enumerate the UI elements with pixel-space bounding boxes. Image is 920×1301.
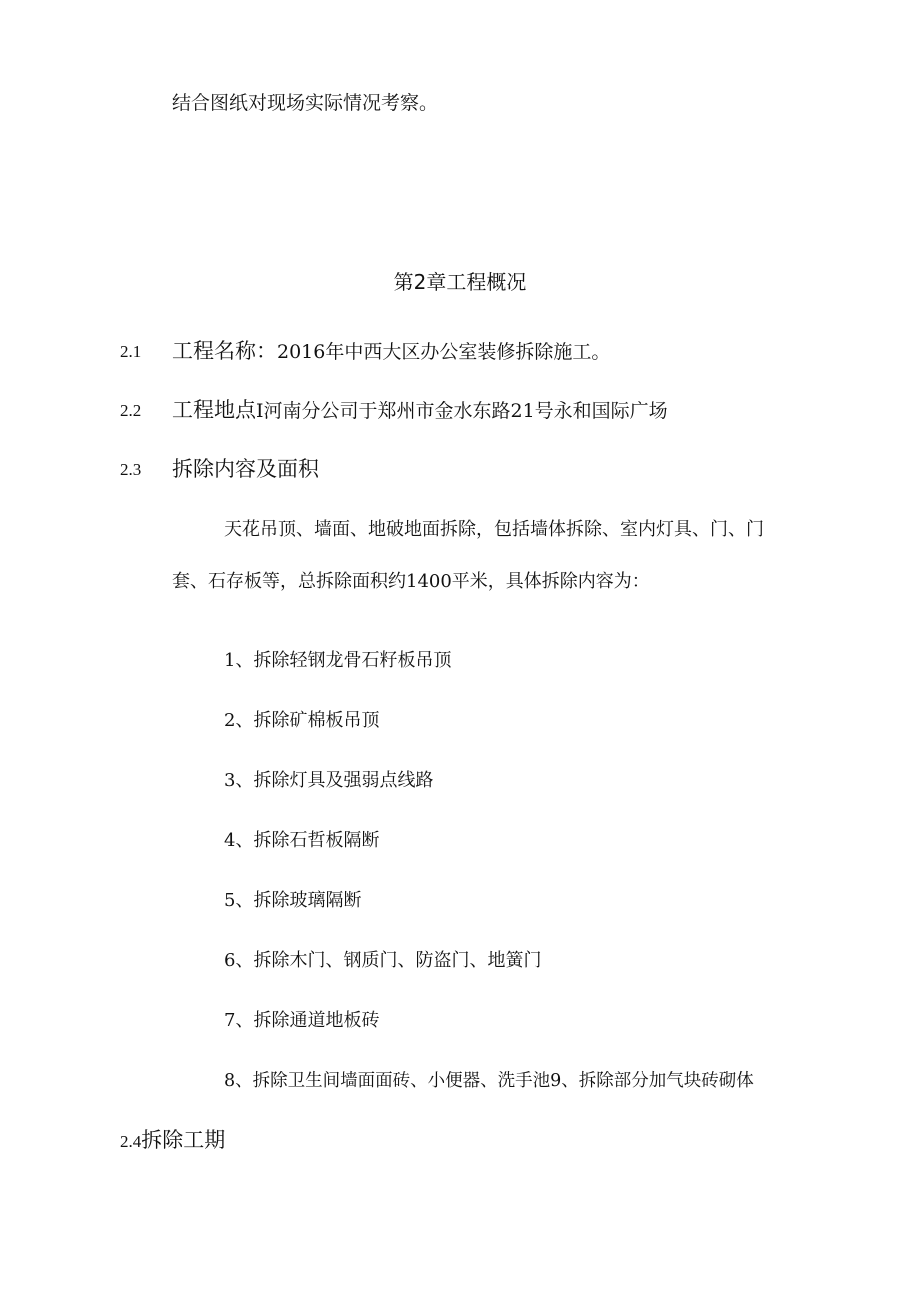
section-number: 2.4 [120, 1132, 142, 1151]
section-2-3 [172, 457, 319, 482]
list-item: 5、拆除玻璃隔断 [224, 890, 362, 911]
section-2-4 [120, 1128, 225, 1154]
section-2-2 [172, 398, 668, 423]
chapter-title: 第2章工程概况 [393, 270, 527, 294]
section-label: 拆除内容及面积 [172, 457, 319, 481]
section-2-1 [172, 339, 610, 364]
section-label: 工程地点 [172, 398, 256, 422]
section-number: 2.3 [120, 460, 142, 479]
section-value: 2016年中西大区办公室装修拆除施工。 [277, 341, 611, 363]
list-item: 7、拆除通道地板砖 [224, 1010, 380, 1031]
paragraph-line-1: 天花吊顶、墙面、地破地面拆除，包括墙体拆除、室内灯具、门、门 [224, 519, 764, 540]
section-label: 工程名称： [172, 339, 277, 363]
section-number: 2.1 [120, 342, 142, 361]
list-item: 3、拆除灯具及强弱点线路 [224, 770, 434, 791]
list-item: 4、拆除石哲板隔断 [224, 830, 380, 851]
list-item: 8、拆除卫生间墙面面砖、小便器、洗手池9、拆除部分加气块砖砌体 [224, 1071, 754, 1091]
section-value: I河南分公司于郑州市金水东路21号永和国际广场 [256, 400, 668, 422]
paragraph-line-2: 套、石存板等，总拆除面积约1400平米，具体拆除内容为： [172, 571, 650, 592]
section-label: 拆除工期 [141, 1128, 226, 1152]
list-item: 1、拆除轻钢龙骨石籽板吊顶 [224, 650, 452, 671]
list-item: 2、拆除矿棉板吊顶 [224, 710, 380, 731]
section-number: 2.2 [120, 401, 142, 420]
list-item: 6、拆除木门、钢质门、防盗门、地簧门 [224, 950, 542, 971]
intro-text: 结合图纸对现场实际情况考察。 [172, 92, 439, 114]
